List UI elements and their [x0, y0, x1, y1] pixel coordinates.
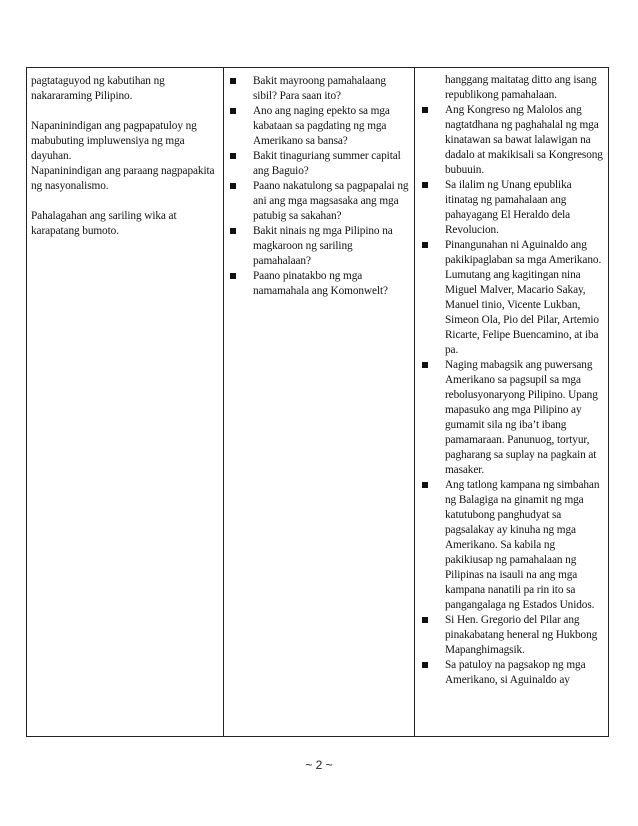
question-text: Bakit tinaguriang summer capital ang Baguio?	[253, 150, 401, 177]
question-item	[227, 269, 410, 299]
questions-list	[227, 74, 410, 299]
content-item	[419, 658, 604, 688]
question-item	[227, 149, 410, 179]
content-item	[419, 103, 604, 178]
question-item	[227, 74, 410, 104]
square-bullet-icon	[422, 107, 428, 113]
question-text: Paano nakatulong sa pagpapalai ng ani ang mga magsasaka ang mga patubig sa sakahan?	[253, 180, 409, 222]
content-item	[419, 613, 604, 658]
content-list	[419, 103, 604, 688]
square-bullet-icon	[422, 482, 428, 488]
square-bullet-icon	[230, 273, 236, 279]
content-text: Naging mabagsik ang puwersang Amerikano sa pagsupil sa mga rebolusyonaryong Pilipino. Upang mapasuko ang mga Pilipino ay gumamit sila ng iba’t ibang pamamaraan. Panunuog, tortyur, pagharang sa suplay na pagkain at masaker.	[445, 359, 598, 476]
question-text: Bakit ninais ng mga Pilipino na magkaroon ng sariling pamahalaan?	[253, 225, 393, 267]
square-bullet-icon	[422, 662, 428, 668]
values-paragraph-2: Napaninindigan ang pagpapatuloy ng mabubuting impluwensiya ng mga dayuhan.	[31, 120, 197, 162]
question-item	[227, 179, 410, 224]
question-item	[227, 104, 410, 149]
content-column	[415, 68, 608, 736]
question-item	[227, 224, 410, 269]
questions-column	[224, 68, 415, 736]
square-bullet-icon	[422, 182, 428, 188]
square-bullet-icon	[230, 228, 236, 234]
question-text: Bakit mayroong pamahalaang sibil? Para saan ito?	[253, 75, 386, 102]
question-text: Ano ang naging epekto sa mga kabataan sa pagdating ng mga Amerikano sa bansa?	[253, 105, 390, 147]
square-bullet-icon	[230, 153, 236, 159]
values-paragraph-3: Napaninindigan ang paraang nagpapakita ng nasyonalismo.	[31, 165, 215, 192]
content-text: Pinangunahan ni Aguinaldo ang pakikipaglaban sa mga Amerikano. Lumutang ang kagitingan nina Miguel Malver, Macario Sakay, Manuel tinio, Vicente Lukban, Simeon Ola, Pio del Pilar, Artemio Ricarte, Felipe Buencamino, at iba pa.	[445, 239, 602, 356]
content-text: Sa ilalim ng Unang epublika itinatag ng pamahalaan ang pahayagang El Heraldo dela Revolucion.	[445, 179, 572, 236]
content-item	[419, 358, 604, 478]
content-item	[419, 178, 604, 238]
values-column	[27, 68, 224, 736]
lesson-table	[26, 67, 609, 737]
square-bullet-icon	[230, 108, 236, 114]
square-bullet-icon	[422, 242, 428, 248]
content-text: Sa patuloy na pagsakop ng mga Amerikano, si Aguinaldo ay	[445, 659, 586, 686]
content-text: Si Hen. Gregorio del Pilar ang pinakabatang heneral ng Hukbong Mapanghimagsik.	[445, 614, 598, 656]
page-number: ~ 2 ~	[305, 758, 333, 772]
question-text: Paano pinatakbo ng mga namamahala ang Komonwelt?	[253, 270, 388, 297]
content-item	[419, 238, 604, 358]
square-bullet-icon	[422, 617, 428, 623]
square-bullet-icon	[422, 362, 428, 368]
values-paragraph-1: pagtataguyod ng kabutihan ng nakararaming Pilipino.	[31, 75, 165, 102]
square-bullet-icon	[230, 183, 236, 189]
content-item	[419, 478, 604, 613]
continuation-text: hanggang maitatag ditto ang isang republikong pamahalaan.	[445, 74, 597, 101]
square-bullet-icon	[230, 78, 236, 84]
content-text: Ang Kongreso ng Malolos ang nagtatdhana ng paghahalal ng mga kinatawan sa bawat lalawigan na dadalo at makikisali sa Kongresong bubuuin.	[445, 104, 603, 176]
content-text: Ang tatlong kampana ng simbahan ng Balagiga na ginamit ng mga katutubong panghudyat sa pagsalakay ay kinuha ng mga Amerikano. Sa kabila ng pakikiusap ng pamahalaan ng Pilipinas na isauli na ang mga kampana nanatili pa rin ito sa pangangalaga ng Estados Unidos.	[445, 479, 600, 611]
values-paragraph-4: Pahalagahan ang sariling wika at karapatang bumoto.	[31, 210, 177, 237]
